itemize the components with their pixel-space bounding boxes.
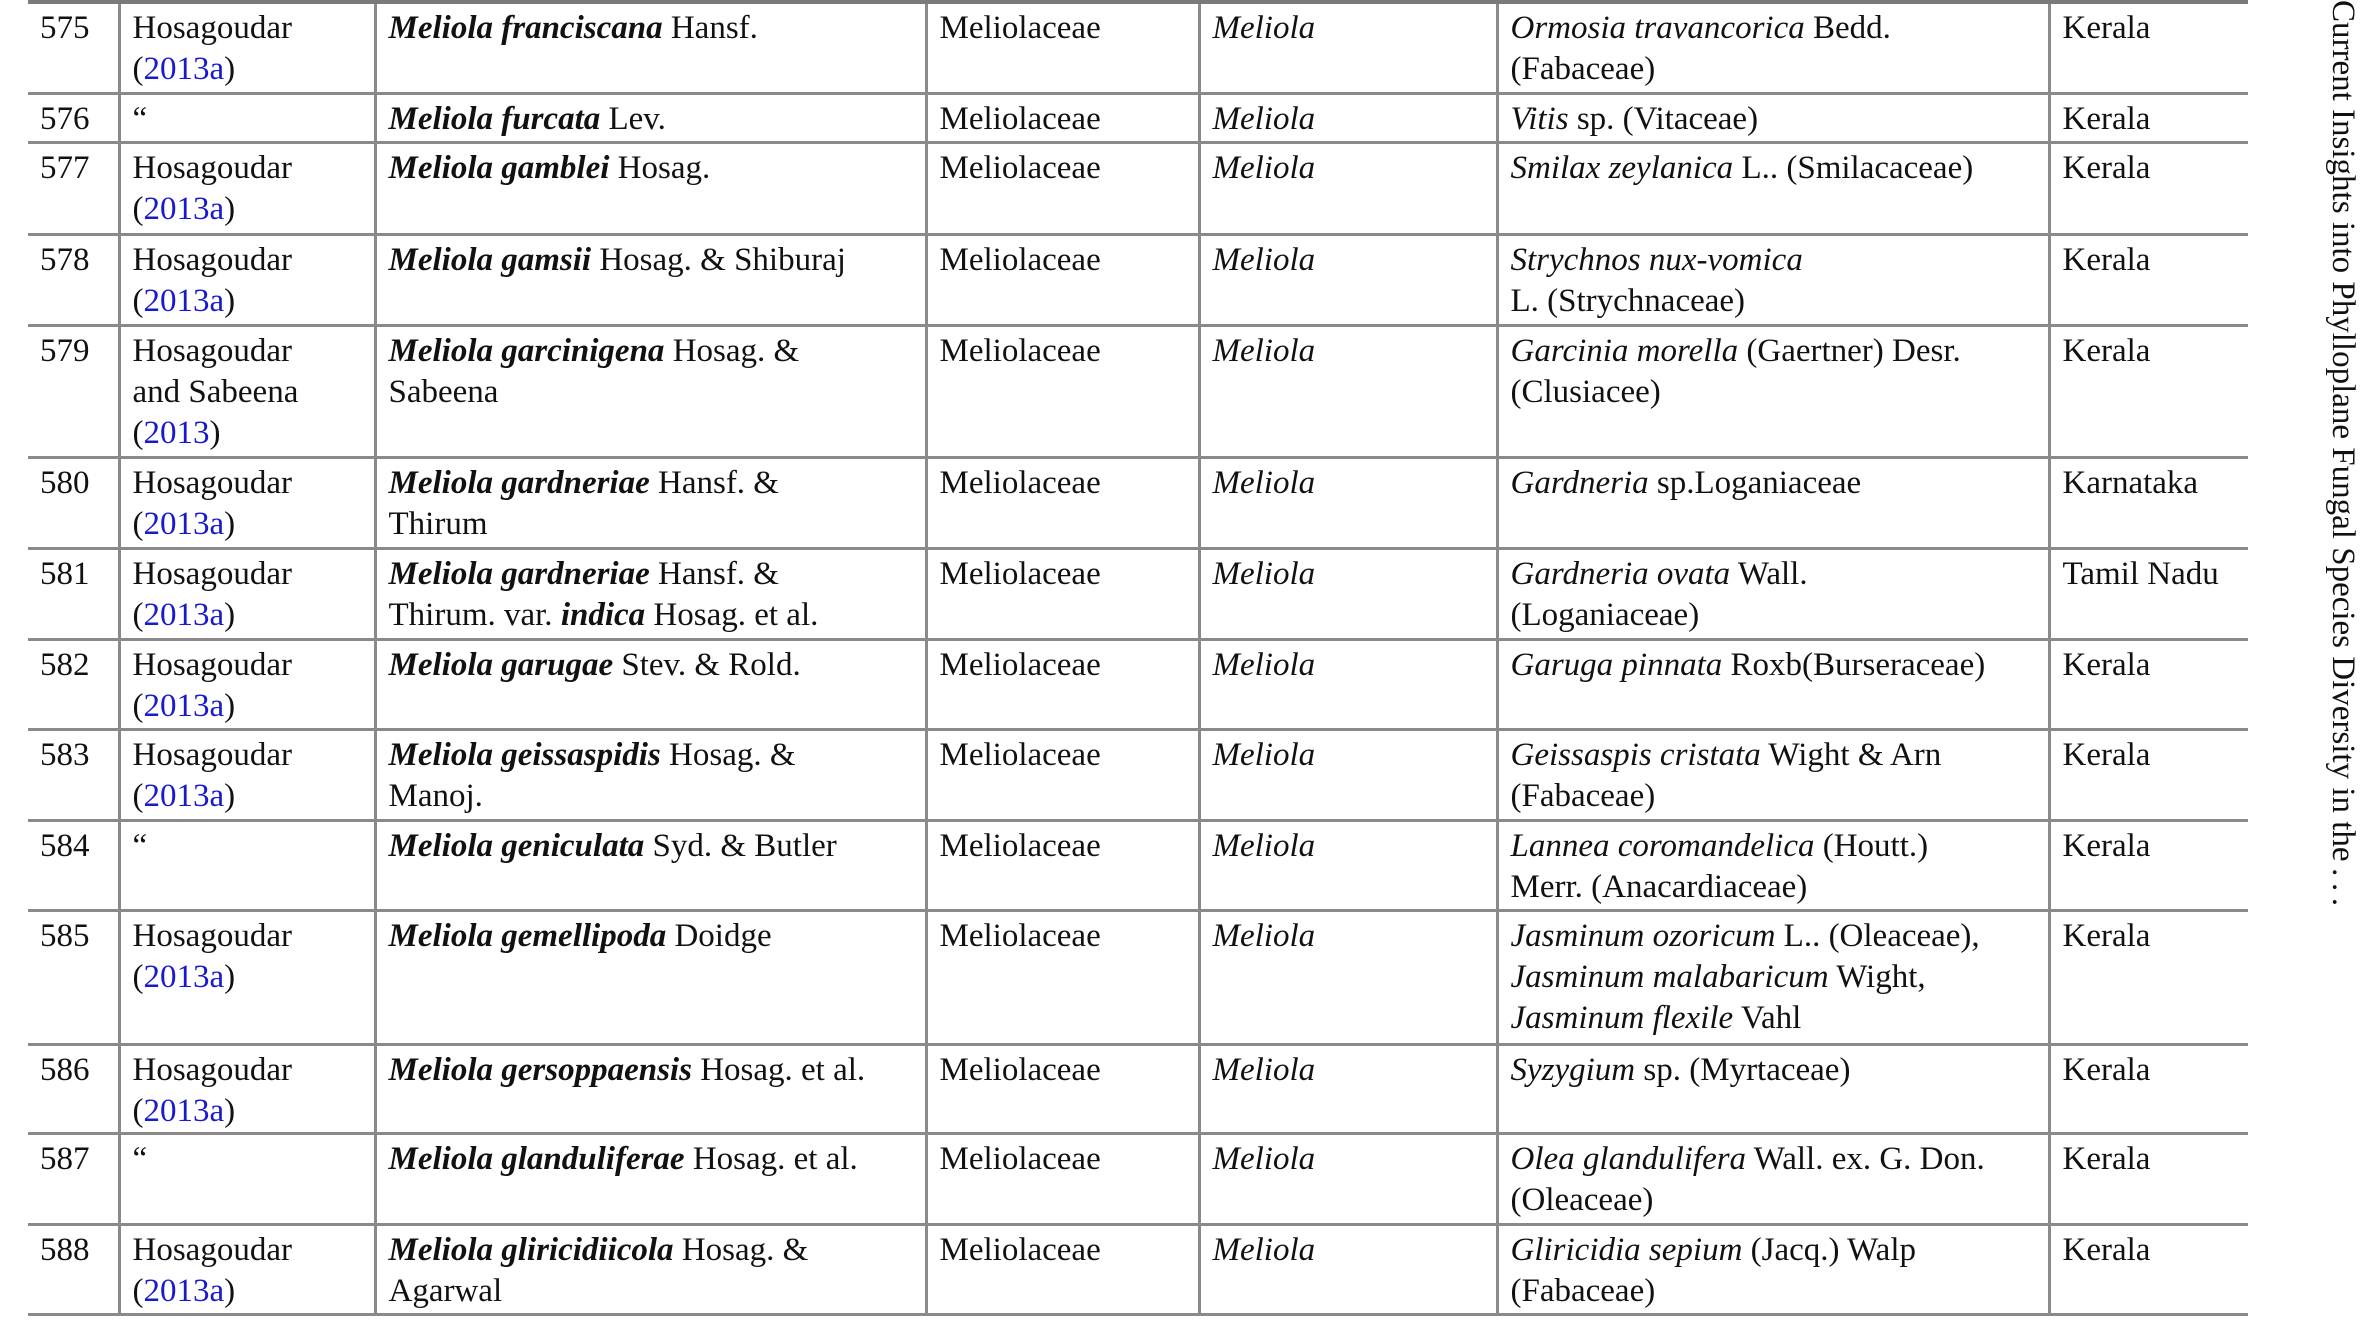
reference-text: ) [224,687,236,724]
location-text: Kerala [2062,827,2151,864]
species-text: Hosag. et al. [645,596,819,633]
reference-text: “ [132,827,148,864]
genus-text: Meliola [1212,1231,1316,1268]
species-text: Meliola gersoppaensis [388,1051,692,1088]
genus-text: Meliola [1212,555,1316,592]
row-number [28,1044,119,1133]
location-cell [2049,2,2248,93]
no-text: 584 [40,827,90,864]
species-text: Hosag. [609,149,711,186]
reference-text: ( [132,1092,144,1129]
row-number [28,2,119,93]
location-cell [2049,234,2248,325]
reference-text: ( [132,958,144,995]
host-text: Strychnos nux-vomica [1510,241,1803,278]
host-text: Smilax zeylanica [1510,149,1734,186]
reference-text: ( [132,1272,144,1309]
reference-cell [119,1044,375,1133]
row-number [28,325,119,457]
family-cell [926,93,1199,142]
species-text: Meliola glanduliferae [388,1140,685,1177]
location-text: Kerala [2062,149,2151,186]
genus-cell [1199,142,1497,234]
no-text: 588 [40,1231,90,1268]
location-cell [2049,639,2248,729]
host-text: Jasminum flexile [1510,999,1734,1036]
species-cell [375,457,926,548]
genus-text: Meliola [1212,332,1316,369]
family-cell [926,639,1199,729]
reference-text: Hosagoudar [132,464,292,501]
no-text: 586 [40,1051,90,1088]
row-number [28,142,119,234]
reference-text: ( [132,505,144,542]
location-cell [2049,820,2248,910]
reference-text: ( [132,777,144,814]
host-text: Vitis [1510,100,1569,137]
citation-link[interactable]: 2013a [143,596,225,633]
genus-text: Meliola [1212,241,1316,278]
citation-link[interactable]: 2013a [143,777,225,814]
species-text: Thirum. var. [388,596,561,633]
row-number [28,820,119,910]
reference-text: ) [224,505,236,542]
table-row [28,729,2248,820]
host-text: (Houtt.) [1814,827,1929,864]
reference-text: ( [132,51,144,87]
host-text: Roxb(Burseraceae) [1722,646,1986,683]
species-text: Meliola garcinigena [388,332,665,369]
family-text: Meliolaceae [939,917,1101,954]
host-cell [1497,2,2049,93]
location-cell [2049,1044,2248,1133]
no-text: 577 [40,149,90,186]
reference-text: Hosagoudar [132,332,292,369]
location-text: Kerala [2062,917,2151,954]
host-text: Jasminum ozoricum [1510,917,1776,954]
family-text: Meliolaceae [939,1051,1101,1088]
host-cell [1497,729,2049,820]
genus-cell [1199,548,1497,639]
reference-text: Hosagoudar [132,241,292,278]
table-row [28,93,2248,142]
location-cell [2049,142,2248,234]
family-cell [926,1044,1199,1133]
no-text: 576 [40,100,90,137]
family-text: Meliolaceae [939,10,1101,46]
table-body [28,2,2248,1314]
species-text: Meliola geniculata [388,827,645,864]
location-cell [2049,910,2248,1044]
host-text: Lannea coromandelica [1510,827,1815,864]
citation-link[interactable]: 2013a [143,282,225,319]
host-text: sp. (Vitaceae) [1568,100,1759,137]
genus-text: Meliola [1212,464,1316,501]
host-text: L.. (Smilacaceae) [1733,149,1974,186]
table-row [28,1133,2248,1224]
host-text: Gardneria ovata [1510,555,1731,592]
location-text: Kerala [2062,646,2151,683]
genus-text: Meliola [1212,1140,1316,1177]
host-text: sp.Loganiaceae [1648,464,1862,501]
species-text: indica [560,596,646,633]
reference-cell [119,639,375,729]
citation-link[interactable]: 2013a [143,51,225,87]
location-cell [2049,325,2248,457]
family-cell [926,234,1199,325]
table-row [28,325,2248,457]
reference-text: Hosagoudar [132,10,292,46]
reference-text: ( [132,414,144,451]
species-text: Meliola gamblei [388,149,610,186]
host-text: Garcinia morella [1510,332,1739,369]
family-cell [926,2,1199,93]
reference-text: “ [132,1140,148,1177]
no-text: 579 [40,332,90,369]
citation-link[interactable]: 2013a [143,1272,225,1309]
no-text: 587 [40,1140,90,1177]
citation-link[interactable]: 2013a [143,190,225,227]
species-cell [375,1044,926,1133]
species-text: Sabeena [388,373,499,410]
host-text: (Clusiacee) [1510,373,1661,410]
species-text: Meliola gliricidiicola [388,1231,674,1268]
host-text: Merr. (Anacardiaceae) [1510,868,1808,905]
family-cell [926,325,1199,457]
host-text: Wight & Arn [1760,736,1942,773]
row-number [28,639,119,729]
location-text: Kerala [2062,1231,2151,1268]
reference-text: ) [224,777,236,814]
no-text: 580 [40,464,90,501]
family-text: Meliolaceae [939,100,1101,137]
reference-cell [119,93,375,142]
citation-link[interactable]: 2013a [143,1092,225,1129]
location-text: Kerala [2062,1140,2151,1177]
host-text: L. (Strychnaceae) [1510,282,1746,319]
host-text: Gardneria [1510,464,1649,501]
location-cell [2049,457,2248,548]
host-cell [1497,1044,2049,1133]
species-text: Meliola gardneriae [388,555,650,592]
host-cell [1497,457,2049,548]
species-cell [375,820,926,910]
table-row [28,1224,2248,1314]
host-text: (Loganiaceae) [1510,596,1700,633]
family-text: Meliolaceae [939,555,1101,592]
species-cell [375,325,926,457]
reference-text: ) [224,190,236,227]
host-text: Syzygium [1510,1051,1636,1088]
species-text: Hansf. [662,10,758,46]
reference-text: ) [224,282,236,319]
location-text: Kerala [2062,736,2151,773]
family-text: Meliolaceae [939,332,1101,369]
species-text: Meliola furcata [388,100,601,137]
no-text: 578 [40,241,90,278]
genus-text: Meliola [1212,1051,1316,1088]
location-cell [2049,548,2248,639]
reference-cell [119,142,375,234]
row-number [28,1133,119,1224]
reference-cell [119,234,375,325]
host-cell [1497,548,2049,639]
family-text: Meliolaceae [939,1231,1101,1268]
genus-cell [1199,234,1497,325]
family-text: Meliolaceae [939,241,1101,278]
species-text: Meliola gemellipoda [388,917,667,954]
species-text: Hosag. & Shiburaj [591,241,846,278]
reference-cell [119,457,375,548]
host-cell [1497,910,2049,1044]
host-text: Wight, [1828,958,1926,995]
table-row [28,820,2248,910]
family-cell [926,1133,1199,1224]
genus-cell [1199,910,1497,1044]
reference-cell [119,2,375,93]
reference-text: Hosagoudar [132,736,292,773]
genus-text: Meliola [1212,827,1316,864]
genus-cell [1199,820,1497,910]
location-text: Kerala [2062,1051,2151,1088]
table-row [28,1044,2248,1133]
host-text: (Fabaceae) [1510,1272,1656,1309]
species-text: Lev. [600,100,666,137]
species-text: Stev. & Rold. [613,646,801,683]
species-cell [375,234,926,325]
family-text: Meliolaceae [939,1140,1101,1177]
reference-text: ( [132,596,144,633]
genus-cell [1199,457,1497,548]
species-text: Agarwal [388,1272,503,1309]
location-cell [2049,93,2248,142]
host-cell [1497,325,2049,457]
species-text: Meliola gamsii [388,241,592,278]
table-row [28,457,2248,548]
species-text: Manoj. [388,777,483,814]
row-number [28,93,119,142]
species-cell [375,729,926,820]
table-row [28,142,2248,234]
reference-cell [119,729,375,820]
no-text: 575 [40,10,90,46]
citation-link[interactable]: 2013a [143,505,225,542]
species-text: Hansf. & [649,464,779,501]
no-text: 583 [40,736,90,773]
host-cell [1497,93,2049,142]
species-cell [375,910,926,1044]
reference-text: ( [132,687,144,724]
reference-text: Hosagoudar [132,149,292,186]
location-text: Karnataka [2062,464,2199,501]
genus-cell [1199,639,1497,729]
species-text: Hansf. & [649,555,779,592]
family-text: Meliolaceae [939,464,1101,501]
species-text: Meliola gardneriae [388,464,650,501]
species-text: Hosag. & [673,1231,809,1268]
host-text: (Jacq.) Walp [1742,1231,1916,1268]
host-cell [1497,1133,2049,1224]
row-number [28,234,119,325]
family-text: Meliolaceae [939,646,1101,683]
location-text: Kerala [2062,100,2151,137]
genus-text: Meliola [1212,736,1316,773]
species-cell [375,639,926,729]
host-text: sp. (Myrtaceae) [1635,1051,1851,1088]
host-text: Garuga pinnata [1510,646,1723,683]
family-cell [926,910,1199,1044]
reference-text: Hosagoudar [132,1231,292,1268]
host-text: Bedd. (Fabaceae) [1510,10,1891,87]
row-number [28,457,119,548]
family-text: Meliolaceae [939,149,1101,186]
reference-text: ( [132,282,144,319]
location-text: Kerala [2062,10,2151,46]
host-text: (Oleaceae) [1510,1181,1654,1218]
species-cell [375,93,926,142]
reference-text: Hosagoudar [132,555,292,592]
reference-cell [119,820,375,910]
location-text: Kerala [2062,241,2151,278]
location-text: Kerala [2062,332,2151,369]
reference-text: ) [224,958,236,995]
host-text: Wall. ex. G. Don. [1746,1140,1985,1177]
location-cell [2049,1133,2248,1224]
genus-cell [1199,1224,1497,1314]
location-text: Tamil Nadu [2062,555,2219,592]
genus-cell [1199,93,1497,142]
reference-text: ( [132,190,144,227]
species-text: Meliola franciscana [388,10,663,46]
host-cell [1497,639,2049,729]
species-table [28,0,2248,1316]
host-text: Olea glandulifera [1510,1140,1747,1177]
citation-link[interactable]: 2013a [143,958,225,995]
reference-cell [119,325,375,457]
genus-text: Meliola [1212,917,1316,954]
species-text: Doidge [666,917,772,954]
genus-text: Meliola [1212,149,1316,186]
host-cell [1497,820,2049,910]
family-cell [926,142,1199,234]
reference-cell [119,910,375,1044]
host-text: (Fabaceae) [1510,777,1656,814]
table-row [28,2,2248,93]
genus-text: Meliola [1212,10,1316,46]
host-cell [1497,1224,2049,1314]
location-cell [2049,729,2248,820]
reference-text: Hosagoudar [132,917,292,954]
species-text: Hosag. & [660,736,796,773]
location-cell [2049,1224,2248,1314]
species-text: Hosag. & [664,332,800,369]
species-text: Meliola geissaspidis [388,736,661,773]
genus-text: Meliola [1212,646,1316,683]
reference-cell [119,548,375,639]
host-cell [1497,234,2049,325]
species-text: Syd. & Butler [644,827,837,864]
no-text: 582 [40,646,90,683]
species-cell [375,1133,926,1224]
genus-cell [1199,2,1497,93]
genus-cell [1199,1133,1497,1224]
genus-text: Meliola [1212,100,1316,137]
no-text: 585 [40,917,90,954]
reference-text: ) [224,51,236,87]
reference-text: Hosagoudar [132,646,292,683]
table-row [28,639,2248,729]
row-number [28,910,119,1044]
species-text: Thirum [388,505,488,542]
running-head: Current Insights into Phylloplane Fungal Species Diversity in the . . . [2325,0,2361,907]
host-text: Vahl [1733,999,1802,1036]
genus-cell [1199,729,1497,820]
reference-cell [119,1224,375,1314]
host-text: Gliricidia sepium [1510,1231,1743,1268]
species-cell [375,2,926,93]
host-text: Geissaspis cristata [1510,736,1761,773]
table-row [28,234,2248,325]
species-text: Hosag. et al. [684,1140,858,1177]
reference-cell [119,1133,375,1224]
host-text: Jasminum malabaricum [1510,958,1829,995]
reference-text: and Sabeena [132,373,299,410]
species-text: Hosag. et al. [691,1051,866,1088]
family-cell [926,729,1199,820]
species-text: Meliola garugae [388,646,614,683]
reference-text: “ [132,100,148,137]
no-text: 581 [40,555,90,592]
table-row [28,910,2248,1044]
table-row [28,548,2248,639]
reference-text: ) [224,1092,236,1129]
reference-text: ) [224,1272,236,1309]
host-text: Ormosia travancorica [1510,10,1805,46]
citation-link[interactable]: 2013a [143,687,225,724]
family-cell [926,457,1199,548]
genus-cell [1199,325,1497,457]
host-text: Wall. [1730,555,1808,592]
family-text: Meliolaceae [939,736,1101,773]
row-number [28,1224,119,1314]
host-text: (Gaertner) Desr. [1738,332,1961,369]
row-number [28,729,119,820]
species-cell [375,1224,926,1314]
family-cell [926,820,1199,910]
row-number [28,548,119,639]
reference-text: ) [224,596,236,633]
reference-text: ) [209,414,221,451]
citation-link[interactable]: 2013 [143,414,210,451]
family-cell [926,548,1199,639]
host-cell [1497,142,2049,234]
species-cell [375,142,926,234]
family-cell [926,1224,1199,1314]
species-cell [375,548,926,639]
genus-cell [1199,1044,1497,1133]
family-text: Meliolaceae [939,827,1101,864]
reference-text: Hosagoudar [132,1051,292,1088]
host-text: L.. (Oleaceae), [1775,917,1980,954]
